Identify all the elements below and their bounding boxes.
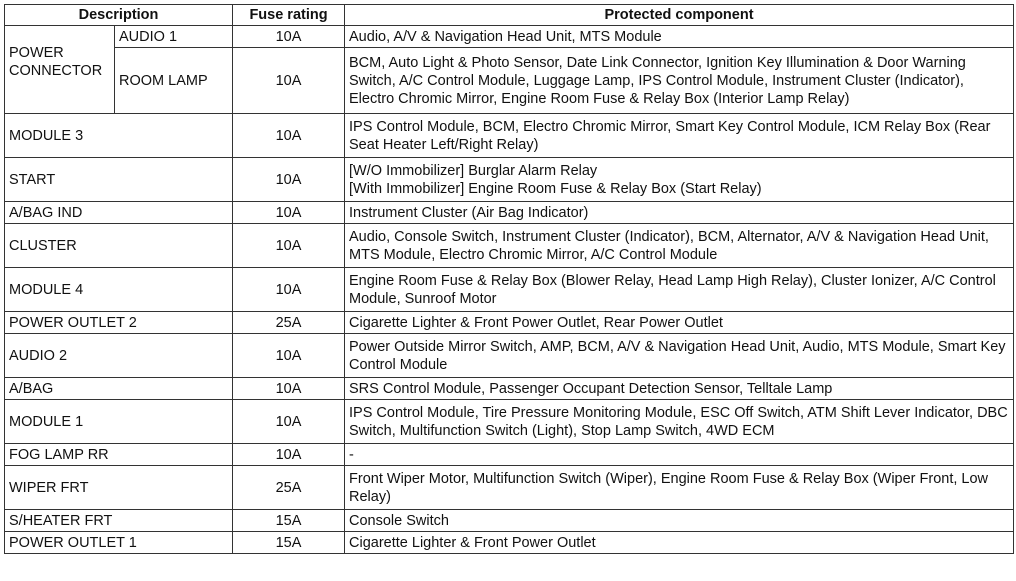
protected-component: - [345, 444, 1014, 466]
fuse-rating: 10A [233, 158, 345, 202]
protected-component: IPS Control Module, Tire Pressure Monitoring Module, ESC Off Switch, ATM Shift Lever Indicator, DBC Switch, Multifunction Switch (Light), Stop Lamp Switch, 4WD ECM [345, 400, 1014, 444]
table-row [5, 158, 1014, 202]
table-row [5, 48, 1014, 114]
fuse-name: MODULE 3 [5, 114, 233, 158]
sub-fuse-name: AUDIO 1 [115, 26, 233, 48]
protected-component: Front Wiper Motor, Multifunction Switch (Wiper), Engine Room Fuse & Relay Box (Wiper Front, Low Relay) [345, 466, 1014, 510]
fuse-rating: 10A [233, 202, 345, 224]
fuse-name: A/BAG [5, 378, 233, 400]
protected-component: BCM, Auto Light & Photo Sensor, Date Link Connector, Ignition Key Illumination & Door Warning Switch, A/C Control Module, Luggage Lamp, IPS Control Module, Instrument Cluster (Indicator), Electro Chromic Mirror, Engine Room Fuse & Relay Box (Interior Lamp Relay) [345, 48, 1014, 114]
fuse-rating: 15A [233, 510, 345, 532]
fuse-name: MODULE 1 [5, 400, 233, 444]
table-row [5, 444, 1014, 466]
fuse-name: FOG LAMP RR [5, 444, 233, 466]
fuse-rating-header: Fuse rating [233, 5, 345, 26]
table-row [5, 334, 1014, 378]
protected-component-header: Protected component [345, 5, 1014, 26]
fuse-name: CLUSTER [5, 224, 233, 268]
fuse-name: S/HEATER FRT [5, 510, 233, 532]
description-header: Description [5, 5, 233, 26]
table-row [5, 466, 1014, 510]
protected-component: Cigarette Lighter & Front Power Outlet, Rear Power Outlet [345, 312, 1014, 334]
table-row [5, 378, 1014, 400]
header-row [5, 5, 1014, 26]
fuse-rating: 10A [233, 378, 345, 400]
table-row [5, 400, 1014, 444]
protected-component: Cigarette Lighter & Front Power Outlet [345, 532, 1014, 554]
protected-component: Engine Room Fuse & Relay Box (Blower Relay, Head Lamp High Relay), Cluster Ionizer, A/C Control Module, Sunroof Motor [345, 268, 1014, 312]
power-connector-label: POWER CONNECTOR [5, 26, 115, 114]
fuse-rating: 10A [233, 48, 345, 114]
fuse-rating: 10A [233, 268, 345, 312]
component-line: [W/O Immobilizer] Burglar Alarm Relay [349, 162, 598, 179]
protected-component: Audio, Console Switch, Instrument Cluster (Indicator), BCM, Alternator, A/V & Navigation Head Unit, MTS Module, Electro Chromic Mirror, A/C Control Module [345, 224, 1014, 268]
fuse-rating: 10A [233, 334, 345, 378]
component-line: [With Immobilizer] Engine Room Fuse & Relay Box (Start Relay) [349, 180, 762, 197]
fuse-name: POWER OUTLET 2 [5, 312, 233, 334]
protected-component [345, 158, 1014, 202]
table-row [5, 224, 1014, 268]
protected-component: SRS Control Module, Passenger Occupant Detection Sensor, Telltale Lamp [345, 378, 1014, 400]
table-row [5, 26, 1014, 48]
table-row [5, 114, 1014, 158]
fuse-rating: 10A [233, 444, 345, 466]
fuse-rating: 10A [233, 114, 345, 158]
protected-component: IPS Control Module, BCM, Electro Chromic Mirror, Smart Key Control Module, ICM Relay Box (Rear Seat Heater Left/Right Relay) [345, 114, 1014, 158]
protected-component: Power Outside Mirror Switch, AMP, BCM, A/V & Navigation Head Unit, Audio, MTS Module, Smart Key Control Module [345, 334, 1014, 378]
fuse-name: A/BAG IND [5, 202, 233, 224]
table-row [5, 510, 1014, 532]
table-row [5, 532, 1014, 554]
fuse-rating: 15A [233, 532, 345, 554]
fuse-rating: 10A [233, 224, 345, 268]
fuse-name: START [5, 158, 233, 202]
fuse-table [4, 4, 1014, 554]
fuse-rating: 25A [233, 466, 345, 510]
fuse-rating: 25A [233, 312, 345, 334]
table-row [5, 202, 1014, 224]
table-row [5, 312, 1014, 334]
fuse-name: WIPER FRT [5, 466, 233, 510]
fuse-rating: 10A [233, 400, 345, 444]
protected-component: Audio, A/V & Navigation Head Unit, MTS Module [345, 26, 1014, 48]
fuse-name: MODULE 4 [5, 268, 233, 312]
fuse-rating: 10A [233, 26, 345, 48]
sub-fuse-name: ROOM LAMP [115, 48, 233, 114]
fuse-name: AUDIO 2 [5, 334, 233, 378]
protected-component: Instrument Cluster (Air Bag Indicator) [345, 202, 1014, 224]
protected-component: Console Switch [345, 510, 1014, 532]
fuse-name: POWER OUTLET 1 [5, 532, 233, 554]
table-row [5, 268, 1014, 312]
